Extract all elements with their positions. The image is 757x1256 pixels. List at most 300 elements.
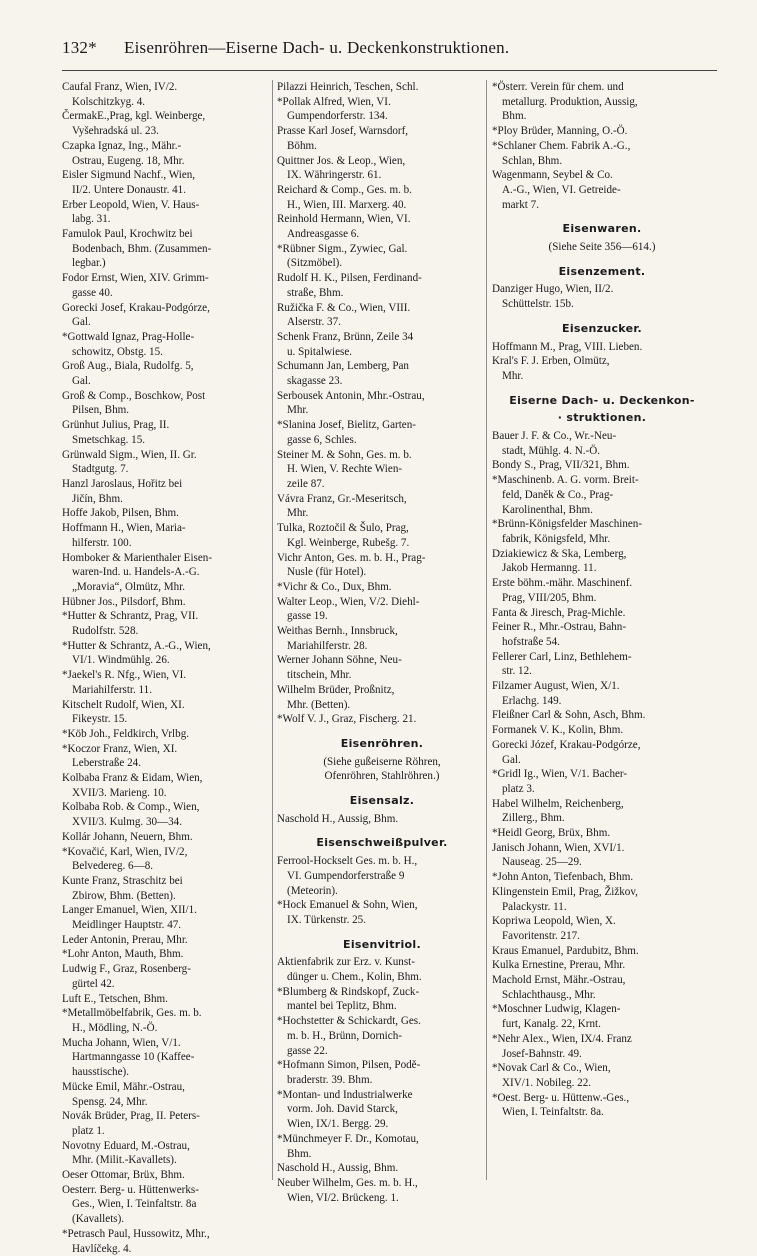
directory-entry bbox=[62, 330, 272, 359]
entry-line: *Hutter & Schrantz, A.-G., Wien, bbox=[62, 639, 211, 652]
directory-entry bbox=[62, 448, 272, 477]
section-heading: Eisenzement. bbox=[558, 264, 646, 278]
directory-entry bbox=[277, 1132, 487, 1161]
section-heading: Eisenwaren. bbox=[562, 222, 642, 236]
entry-line: ČermakE.,Prag, kgl. Weinberge, bbox=[62, 110, 206, 123]
entry-line: XVII/3. Marieng. 10. bbox=[72, 786, 167, 799]
entry-line: Oesterr. Berg- u. Hüttenwerks- bbox=[62, 1183, 199, 1196]
column-right bbox=[492, 80, 712, 1120]
entry-line: Czapka Ignaz, Ing., Mähr.- bbox=[62, 139, 182, 152]
directory-entry bbox=[62, 698, 272, 727]
entry-line: Wagenmann, Seybel & Co. bbox=[492, 169, 613, 182]
directory-entry bbox=[62, 742, 272, 771]
entry-line: hausstische). bbox=[72, 1066, 129, 1079]
entry-line: Palackystr. 11. bbox=[502, 900, 567, 913]
entry-line: Filzamer August, Wien, X/1. bbox=[492, 680, 620, 693]
directory-entry bbox=[62, 551, 272, 595]
entry-line: Formanek V. K., Kolin, Bhm. bbox=[492, 724, 624, 737]
entry-line: Kitschelt Rudolf, Wien, XI. bbox=[62, 698, 185, 711]
directory-entry bbox=[492, 1061, 712, 1090]
entry-line: *Blumberg & Rindskopf, Zuck- bbox=[277, 985, 420, 998]
entry-line: *Nehr Alex., Wien, IX/4. Franz bbox=[492, 1032, 632, 1045]
entry-line: Gumpendorferstr. 134. bbox=[287, 110, 388, 123]
entry-line: Hoffmann M., Prag, VIII. Lieben. bbox=[492, 340, 643, 353]
directory-entry bbox=[277, 492, 487, 521]
directory-entry bbox=[62, 1109, 272, 1138]
entry-line: str. 12. bbox=[502, 665, 532, 678]
directory-entry bbox=[492, 679, 712, 708]
entry-line: Mhr. bbox=[287, 507, 309, 520]
entry-line: H., Wien, III. Marxerg. 40. bbox=[287, 198, 407, 211]
section-heading: Eisenschweißpulver. bbox=[316, 836, 448, 850]
entry-line: Mariahilferstr. 11. bbox=[72, 683, 152, 696]
entry-line: Jičín, Bhm. bbox=[72, 492, 123, 505]
entry-line: *Vichr & Co., Dux, Bhm. bbox=[277, 580, 392, 593]
entry-line: Schenk Franz, Brünn, Zeile 34 bbox=[277, 330, 414, 343]
entry-line: Vyšehradská ul. 23. bbox=[72, 125, 159, 138]
directory-entry bbox=[492, 340, 712, 355]
entry-line: Novotny Eduard, M.-Ostrau, bbox=[62, 1139, 190, 1152]
entry-line: Wien, IX/1. Bergg. 29. bbox=[287, 1118, 389, 1131]
directory-entry bbox=[62, 389, 272, 418]
entry-line: Erber Leopold, Wien, V. Haus- bbox=[62, 198, 200, 211]
entry-line: Ges., Wien, I. Teinfaltstr. 8a bbox=[72, 1198, 197, 1211]
entry-line: XVII/3. Kulmg. 30—34. bbox=[72, 816, 183, 829]
directory-entry bbox=[277, 389, 487, 418]
entry-line: Zbirow, Bhm. (Betten). bbox=[72, 889, 176, 902]
entry-line: Grünhut Julius, Prag, II. bbox=[62, 419, 170, 432]
entry-line: *Montan- und Industrialwerke bbox=[277, 1088, 413, 1101]
directory-entry bbox=[277, 580, 487, 595]
directory-entry bbox=[492, 139, 712, 168]
entry-line: Fanta & Jiresch, Prag-Michle. bbox=[492, 606, 626, 619]
directory-entry bbox=[62, 962, 272, 991]
entry-line: Quittner Jos. & Leop., Wien, bbox=[277, 154, 406, 167]
entry-line: Homboker & Marienthaler Eisen- bbox=[62, 551, 213, 564]
entry-line: *Hofmann Simon, Pilsen, Podě- bbox=[277, 1059, 421, 1072]
entry-line: Belvedereg. 6—8. bbox=[72, 860, 154, 873]
entry-line: *Österr. Verein für chem. und bbox=[492, 81, 624, 93]
entry-line: Machold Ernst, Mähr.-Ostrau, bbox=[492, 974, 626, 987]
directory-entry bbox=[277, 898, 487, 927]
directory-entry bbox=[277, 1176, 487, 1205]
directory-entry bbox=[277, 418, 487, 447]
directory-entry bbox=[492, 767, 712, 796]
entry-line: Stadtgutg. 7. bbox=[72, 463, 129, 476]
entry-line: Kulka Ernestine, Prerau, Mhr. bbox=[492, 959, 626, 972]
entry-line: Erlachg. 149. bbox=[502, 694, 562, 707]
directory-entry bbox=[62, 992, 272, 1007]
entry-line: Leberstraße 24. bbox=[72, 757, 141, 770]
directory-entry bbox=[62, 874, 272, 903]
entry-line: Neuber Wilhelm, Ges. m. b. H., bbox=[277, 1176, 418, 1189]
entry-line: Schlachthausg., Mhr. bbox=[502, 988, 596, 1001]
directory-entry bbox=[62, 800, 272, 829]
entry-line: Tulka, Roztočil & Šulo, Prag, bbox=[277, 522, 409, 535]
entry-line: Hanzl Jaroslaus, Hořitz bei bbox=[62, 477, 183, 490]
entry-line: Gal. bbox=[502, 753, 521, 766]
entry-line: *Koczor Franz, Wien, XI. bbox=[62, 742, 178, 755]
directory-entry bbox=[62, 198, 272, 227]
entry-line: Kolschitzkyg. 4. bbox=[72, 95, 146, 108]
entry-line: furt, Kanalg. 22, Krnt. bbox=[502, 1018, 601, 1031]
directory-entry bbox=[62, 609, 272, 638]
directory-entry bbox=[492, 708, 712, 723]
directory-entry bbox=[492, 723, 712, 738]
entry-line: *Maschinenb. A. G. vorm. Breit- bbox=[492, 474, 639, 487]
entry-line: *Metallmöbelfabrik, Ges. m. b. bbox=[62, 1007, 202, 1020]
entry-line: Ružička F. & Co., Wien, VIII. bbox=[277, 301, 411, 314]
directory-entry bbox=[277, 551, 487, 580]
directory-entry bbox=[492, 958, 712, 973]
entry-line: schowitz, Obstg. 15. bbox=[72, 345, 163, 358]
entry-line: *Brünn-Königsfelder Maschinen- bbox=[492, 518, 643, 531]
entry-line: Erste böhm.-mähr. Maschinenf. bbox=[492, 577, 633, 590]
directory-entry bbox=[492, 473, 712, 517]
column-left bbox=[62, 80, 272, 1256]
column-divider bbox=[272, 80, 273, 1180]
directory-entry bbox=[62, 1139, 272, 1168]
entry-line: Werner Johann Söhne, Neu- bbox=[277, 654, 402, 667]
entry-line: II/2. Untere Donaustr. 41. bbox=[72, 183, 186, 196]
directory-entry bbox=[62, 506, 272, 521]
entry-line: Wien, VI/2. Brückeng. 1. bbox=[287, 1191, 399, 1204]
directory-entry bbox=[62, 830, 272, 845]
directory-entry bbox=[492, 429, 712, 458]
directory-entry bbox=[62, 227, 272, 271]
directory-entry bbox=[62, 845, 272, 874]
directory-entry bbox=[277, 624, 487, 653]
directory-entry bbox=[277, 183, 487, 212]
entry-line: Novák Brüder, Prag, II. Peters- bbox=[62, 1110, 200, 1123]
directory-entry bbox=[277, 854, 487, 898]
entry-line: Naschold H., Aussig, Bhm. bbox=[277, 812, 399, 825]
entry-line: Hoffe Jakob, Pilsen, Bhm. bbox=[62, 507, 179, 520]
entry-line: gasse 19. bbox=[287, 610, 328, 623]
entry-line: *Gridl Ig., Wien, V/1. Bacher- bbox=[492, 768, 628, 781]
entry-line: Mhr. (Betten). bbox=[287, 698, 351, 711]
entry-line: Hübner Jos., Pilsdorf, Bhm. bbox=[62, 595, 186, 608]
entry-line: Kolbaba Rob. & Comp., Wien, bbox=[62, 801, 200, 814]
entry-line: *Schlaner Chem. Fabrik A.-G., bbox=[492, 139, 631, 152]
entry-line: Weithas Bernh., Innsbruck, bbox=[277, 625, 398, 638]
directory-entry bbox=[62, 727, 272, 742]
entry-line: *Rübner Sigm., Zywiec, Gal. bbox=[277, 242, 408, 255]
entry-line: mantel bei Teplitz, Bhm. bbox=[287, 1000, 397, 1013]
directory-entry bbox=[492, 576, 712, 605]
directory-entry bbox=[277, 1088, 487, 1132]
directory-entry bbox=[62, 109, 272, 138]
section-heading: Eisenröhren. bbox=[340, 736, 424, 750]
entry-line: Karolinenthal, Bhm. bbox=[502, 503, 593, 516]
entry-line: gasse 22. bbox=[287, 1044, 328, 1057]
entry-line: Grünwald Sigm., Wien, II. Gr. bbox=[62, 448, 197, 461]
directory-entry bbox=[62, 1227, 272, 1256]
directory-entry bbox=[62, 139, 272, 168]
directory-entry bbox=[277, 154, 487, 183]
entry-line: Gorecki Josef, Krakau-Podgórze, bbox=[62, 301, 210, 314]
entry-line: *John Anton, Tiefenbach, Bhm. bbox=[492, 871, 634, 884]
section-heading: Eisensalz. bbox=[349, 794, 415, 808]
entry-line: Prasse Karl Josef, Warnsdorf, bbox=[277, 125, 409, 138]
entry-line: *Hock Emanuel & Sohn, Wien, bbox=[277, 899, 418, 912]
directory-entry bbox=[492, 1091, 712, 1120]
entry-line: stadt, Mühlg. 4. N.-Ö. bbox=[502, 444, 600, 457]
entry-line: Vichr Anton, Ges. m. b. H., Prag- bbox=[277, 551, 426, 564]
directory-entry bbox=[62, 271, 272, 300]
entry-line: Spensg. 24, Mhr. bbox=[72, 1095, 148, 1108]
directory-entry bbox=[277, 212, 487, 241]
entry-line: Kraus Emanuel, Pardubitz, Bhm. bbox=[492, 944, 639, 957]
page-title: Eisenröhren—Eiserne Dach- u. Deckenkonstruktionen. bbox=[124, 38, 510, 57]
cross-reference-note bbox=[492, 240, 712, 255]
entry-line: Rudolf H. K., Pilsen, Ferdinand- bbox=[277, 272, 422, 285]
entry-line: Kopriwa Leopold, Wien, X. bbox=[492, 915, 616, 928]
directory-entry bbox=[492, 944, 712, 959]
entry-line: Pilazzi Heinrich, Teschen, Schl. bbox=[277, 81, 419, 93]
entry-line: braderstr. 39. Bhm. bbox=[287, 1074, 373, 1086]
directory-entry bbox=[492, 354, 712, 383]
entry-line: markt 7. bbox=[502, 198, 539, 211]
entry-line: Ferrool-Hockselt Ges. m. b. H., bbox=[277, 855, 418, 868]
entry-line: Bondy S., Prag, VII/321, Bhm. bbox=[492, 459, 630, 472]
entry-line: gürtel 42. bbox=[72, 977, 115, 990]
directory-entry bbox=[492, 738, 712, 767]
entry-line: H. Wien, V. Rechte Wien- bbox=[287, 463, 403, 476]
entry-line: Famulok Paul, Krochwitz bei bbox=[62, 228, 193, 241]
directory-entry bbox=[492, 973, 712, 1002]
directory-entry bbox=[277, 712, 487, 727]
entry-line: vorm. Joh. David Starck, bbox=[287, 1103, 398, 1116]
directory-entry bbox=[492, 826, 712, 841]
entry-line: *Petrasch Paul, Hussowitz, Mhr., bbox=[62, 1227, 210, 1240]
entry-line: Fellerer Carl, Linz, Bethlehem- bbox=[492, 650, 632, 663]
entry-line: Hartmanngasse 10 (Kaffee- bbox=[72, 1051, 195, 1064]
directory-entry bbox=[492, 620, 712, 649]
entry-line: Gorecki Józef, Krakau-Podgórze, bbox=[492, 738, 641, 751]
entry-line: Caufal Franz, Wien, IV/2. bbox=[62, 81, 178, 93]
entry-line: Rudolfstr. 528. bbox=[72, 625, 139, 638]
entry-line: platz 1. bbox=[72, 1124, 105, 1137]
directory-entry bbox=[277, 955, 487, 984]
directory-entry bbox=[277, 521, 487, 550]
directory-entry bbox=[62, 359, 272, 388]
entry-line: Habel Wilhelm, Reichenberg, bbox=[492, 797, 624, 810]
directory-entry bbox=[277, 653, 487, 682]
entry-line: zeile 87. bbox=[287, 477, 325, 490]
entry-line: Gal. bbox=[72, 316, 91, 329]
entry-line: Wien, I. Teinfaltstr. 8a. bbox=[502, 1106, 604, 1119]
entry-line: Ostrau, Eugeng. 18, Mhr. bbox=[72, 154, 185, 167]
entry-line: gasse 6, Schles. bbox=[287, 433, 357, 446]
directory-entry bbox=[277, 1058, 487, 1087]
entry-line: u. Spitalwiese. bbox=[287, 345, 353, 358]
entry-line: Kollár Johann, Neuern, Bhm. bbox=[62, 830, 193, 843]
directory-entry bbox=[62, 1183, 272, 1227]
entry-line: IX. Türkenstr. 25. bbox=[287, 913, 366, 926]
directory-entry bbox=[277, 95, 487, 124]
directory-entry bbox=[492, 606, 712, 621]
entry-line: *Lohr Anton, Mauth, Bhm. bbox=[62, 948, 184, 961]
directory-entry bbox=[277, 1161, 487, 1176]
entry-line: (Meteorin). bbox=[287, 884, 338, 897]
directory-entry bbox=[277, 80, 487, 95]
section-heading: Eisenzucker. bbox=[562, 321, 642, 335]
entry-line: m. b. H., Brünn, Dornich- bbox=[287, 1029, 402, 1042]
directory-entry bbox=[492, 517, 712, 546]
entry-line: Mhr. bbox=[502, 369, 524, 382]
entry-line: Kunte Franz, Straschitz bei bbox=[62, 874, 183, 887]
directory-entry bbox=[62, 933, 272, 948]
entry-line: Meidlinger Hauptstr. 47. bbox=[72, 919, 182, 932]
entry-line: Mhr. bbox=[287, 404, 309, 417]
directory-entry bbox=[492, 650, 712, 679]
entry-line: Jakob Hermanng. 11. bbox=[502, 562, 597, 575]
entry-line: H., Mödling, N.-Ö. bbox=[72, 1022, 158, 1034]
directory-entry bbox=[492, 547, 712, 576]
entry-line: Schumann Jan, Lemberg, Pan bbox=[277, 360, 409, 373]
entry-line: *Kovačić, Karl, Wien, IV/2, bbox=[62, 845, 188, 858]
directory-entry bbox=[62, 771, 272, 800]
entry-line: Steiner M. & Sohn, Ges. m. b. bbox=[277, 448, 412, 461]
directory-entry bbox=[277, 301, 487, 330]
entry-line: (Sitzmöbel). bbox=[287, 257, 343, 270]
entry-line: Ludwig F., Graz, Rosenberg- bbox=[62, 963, 191, 976]
entry-line: Schlan, Bhm. bbox=[502, 154, 563, 167]
entry-line: Smetschkag. 15. bbox=[72, 433, 146, 446]
entry-line: Klingenstein Emil, Prag, Žižkov, bbox=[492, 885, 638, 898]
entry-line: Mücke Emil, Mähr.-Ostrau, bbox=[62, 1080, 185, 1093]
entry-line: Gal. bbox=[72, 375, 91, 388]
entry-line: Alserstr. 37. bbox=[287, 316, 341, 329]
entry-line: Janisch Johann, Wien, XVI/1. bbox=[492, 841, 625, 854]
entry-line: Eisler Sigmund Nachf., Wien, bbox=[62, 169, 196, 182]
entry-line: (Siehe Seite 356—614.) bbox=[548, 241, 656, 254]
entry-line: platz 3. bbox=[502, 782, 535, 795]
directory-entry bbox=[62, 168, 272, 197]
entry-line: Prag, VIII/205, Bhm. bbox=[502, 591, 597, 604]
directory-entry bbox=[62, 80, 272, 109]
entry-line: A.-G., Wien, VI. Getreide- bbox=[502, 183, 621, 196]
directory-entry bbox=[62, 1036, 272, 1080]
directory-entry bbox=[62, 639, 272, 668]
entry-line: Bodenbach, Bhm. (Zusammen- bbox=[72, 242, 212, 255]
directory-entry bbox=[492, 870, 712, 885]
directory-entry bbox=[62, 1168, 272, 1183]
entry-line: Walter Leop., Wien, V/2. Diehl- bbox=[277, 595, 420, 608]
entry-line: gasse 40. bbox=[72, 286, 113, 299]
entry-line: *Slanina Josef, Bielitz, Garten- bbox=[277, 419, 416, 432]
entry-line: *Wolf V. J., Graz, Fischerg. 21. bbox=[277, 713, 417, 726]
entry-line: Nauseag. 25—29. bbox=[502, 856, 582, 869]
directory-entry bbox=[277, 595, 487, 624]
directory-entry bbox=[277, 124, 487, 153]
directory-entry bbox=[62, 595, 272, 610]
entry-line: XIV/1. Nobileg. 22. bbox=[502, 1077, 592, 1089]
entry-line: hofstraße 54. bbox=[502, 635, 560, 648]
entry-line: Dziakiewicz & Ska, Lemberg, bbox=[492, 547, 627, 560]
section-heading: · struktionen. bbox=[557, 411, 647, 425]
entry-line: Schüttelstr. 15b. bbox=[502, 298, 574, 311]
entry-line: straße, Bhm. bbox=[287, 286, 344, 299]
directory-entry bbox=[492, 282, 712, 311]
directory-entry bbox=[492, 458, 712, 473]
entry-line: Hoffmann H., Wien, Maria- bbox=[62, 522, 186, 535]
entry-line: Langer Emanuel, Wien, XII/1. bbox=[62, 904, 197, 917]
entry-line: Oeser Ottomar, Brüx, Bhm. bbox=[62, 1169, 185, 1182]
page-header bbox=[62, 34, 722, 62]
entry-line: feld, Daněk & Co., Prag- bbox=[502, 488, 614, 501]
entry-line: Fikeystr. 15. bbox=[72, 713, 128, 726]
entry-line: *Münchmeyer F. Dr., Komotau, bbox=[277, 1132, 419, 1145]
entry-line: Favoritenstr. 217. bbox=[502, 929, 580, 942]
directory-entry bbox=[277, 330, 487, 359]
directory-entry bbox=[492, 124, 712, 139]
directory-entry bbox=[492, 914, 712, 943]
section-heading: Eisenvitriol. bbox=[343, 937, 421, 951]
directory-entry bbox=[492, 1032, 712, 1061]
entry-line: *Novak Carl & Co., Wien, bbox=[492, 1062, 611, 1075]
entry-line: (Siehe gußeiserne Röhren, bbox=[323, 755, 441, 768]
directory-entry bbox=[62, 301, 272, 330]
entry-line: Leder Antonin, Prerau, Mhr. bbox=[62, 933, 188, 946]
page-number: 132* bbox=[62, 38, 97, 57]
entry-line: Luft E., Tetschen, Bhm. bbox=[62, 992, 168, 1005]
directory-entry bbox=[62, 903, 272, 932]
entry-line: Kgl. Weinberge, Rubešg. 7. bbox=[287, 536, 410, 549]
section-heading: Eiserne Dach- u. Deckenkon- bbox=[509, 393, 695, 407]
column-middle bbox=[277, 80, 487, 1205]
directory-entry bbox=[277, 683, 487, 712]
entry-line: Naschold H., Aussig, Bhm. bbox=[277, 1162, 399, 1175]
entry-line: Serbousek Antonin, Mhr.-Ostrau, bbox=[277, 389, 425, 402]
entry-line: Havlíčekg. 4. bbox=[72, 1242, 132, 1255]
entry-line: Bhm. bbox=[502, 110, 527, 123]
entry-line: Wilhelm Brüder, Proßnitz, bbox=[277, 683, 395, 696]
entry-line: Böhm. bbox=[287, 139, 317, 152]
entry-line: *Gottwald Ignaz, Prag-Holle- bbox=[62, 330, 195, 343]
entry-line: Mhr. (Milit.-Kavallets). bbox=[72, 1154, 177, 1167]
header-rule bbox=[62, 70, 717, 71]
entry-line: Ofenröhren, Stahlröhren.) bbox=[324, 770, 440, 783]
directory-entry bbox=[62, 668, 272, 697]
entry-line: (Kavallets). bbox=[72, 1213, 125, 1226]
directory-entry bbox=[277, 448, 487, 492]
entry-line: fabrik, Königsfeld, Mhr. bbox=[502, 532, 611, 545]
entry-line: Groß & Comp., Boschkow, Post bbox=[62, 389, 206, 402]
entry-line: IX. Währingerstr. 61. bbox=[287, 169, 382, 182]
entry-line: hilferstr. 100. bbox=[72, 536, 132, 549]
directory-entry bbox=[492, 168, 712, 212]
directory-entry bbox=[277, 242, 487, 271]
entry-line: *Moschner Ludwig, Klagen- bbox=[492, 1003, 621, 1016]
entry-line: VI/1. Windmühlg. 26. bbox=[72, 654, 170, 667]
entry-line: dünger u. Chem., Kolin, Bhm. bbox=[287, 971, 422, 984]
entry-line: legbar.) bbox=[72, 257, 106, 270]
entry-line: Danziger Hugo, Wien, II/2. bbox=[492, 283, 614, 296]
entry-line: Josef-Bahnstr. 49. bbox=[502, 1047, 582, 1060]
entry-line: *Pollak Alfred, Wien, VI. bbox=[277, 95, 391, 108]
entry-line: Groß Aug., Biala, Rudolfg. 5, bbox=[62, 360, 194, 373]
entry-line: *Ploy Brüder, Manning, O.-Ö. bbox=[492, 125, 628, 138]
directory-entry bbox=[62, 477, 272, 506]
entry-line: labg. 31. bbox=[72, 213, 111, 226]
directory-entry bbox=[277, 1014, 487, 1058]
entry-line: *Jaekel's R. Nfg., Wien, VI. bbox=[62, 669, 187, 682]
entry-line: Mariahilferstr. 28. bbox=[287, 639, 368, 652]
directory-entry bbox=[492, 841, 712, 870]
entry-line: *Heidl Georg, Brüx, Bhm. bbox=[492, 827, 611, 840]
